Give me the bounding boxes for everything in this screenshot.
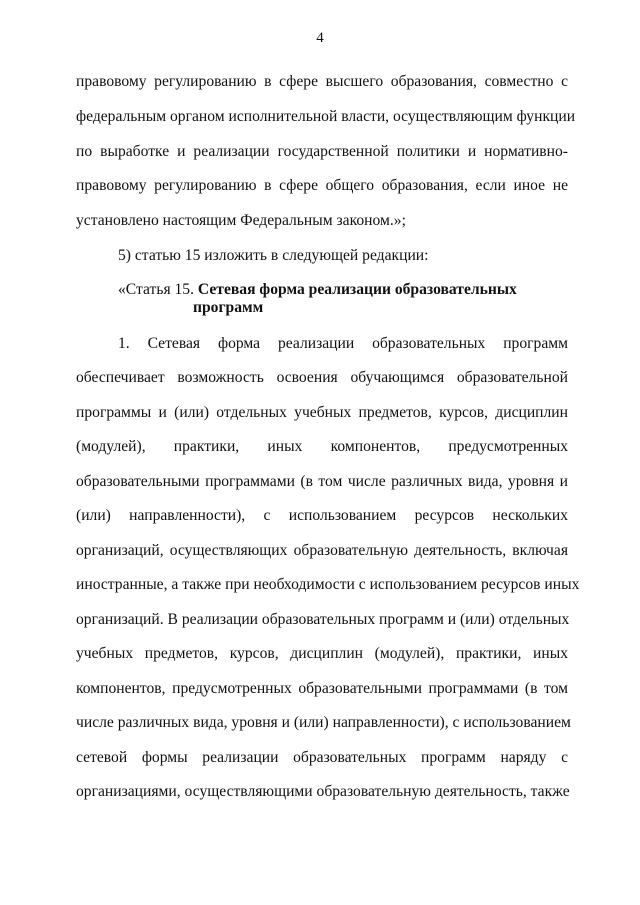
text-line: установлено настоящим Федеральным законом.»;: [76, 212, 406, 229]
article-title-line2: программ: [193, 299, 264, 316]
body-line: компонентов, предусмотренных образовательными программами (в том: [76, 680, 568, 697]
body-line: организациями, осуществляющими образовательную деятельность, также: [76, 783, 570, 800]
body-line: программы и (или) отдельных учебных предметов, курсов, дисциплин: [76, 404, 568, 421]
body-line: сетевой формы реализации образовательных программ наряду с: [76, 749, 568, 766]
body-line: 1. Сетевая форма реализации образовательных программ: [118, 335, 568, 352]
text-line: федеральным органом исполнительной власти, осуществляющим функции: [76, 108, 576, 125]
body-line: иностранные, а также при необходимости с использованием ресурсов иных: [76, 576, 580, 593]
text-line: по выработке и реализации государственной политики и нормативно-: [76, 143, 568, 160]
body-line: числе различных вида, уровня и (или) направленности), с использованием: [76, 714, 571, 731]
body-line: учебных предметов, курсов, дисциплин (модулей), практики, иных: [76, 645, 568, 662]
amendment-item-5: 5) статью 15 изложить в следующей редакции:: [118, 247, 429, 264]
body-line: обеспечивает возможность освоения обучающимся образовательной: [76, 369, 568, 386]
body-line: организаций. В реализации образовательных программ и (или) отдельных: [76, 611, 570, 628]
body-line: организаций, осуществляющих образовательную деятельность, включая: [76, 542, 568, 559]
article-heading: [118, 280, 568, 300]
text-line: правовому регулированию в сфере общего образования, если иное не: [76, 177, 568, 194]
article-prefix: «Статья 15.: [118, 281, 195, 298]
page-number: 4: [316, 30, 324, 46]
body-line: (модулей), практики, иных компонентов, предусмотренных: [76, 438, 568, 455]
body-line: (или) направленности), с использованием ресурсов нескольких: [76, 507, 568, 524]
text-line: правовому регулированию в сфере высшего образования, совместно с: [76, 73, 568, 90]
article-title-line1: Сетевая форма реализации образовательных: [197, 281, 517, 298]
body-line: образовательными программами (в том числе различных вида, уровня и: [76, 473, 568, 490]
